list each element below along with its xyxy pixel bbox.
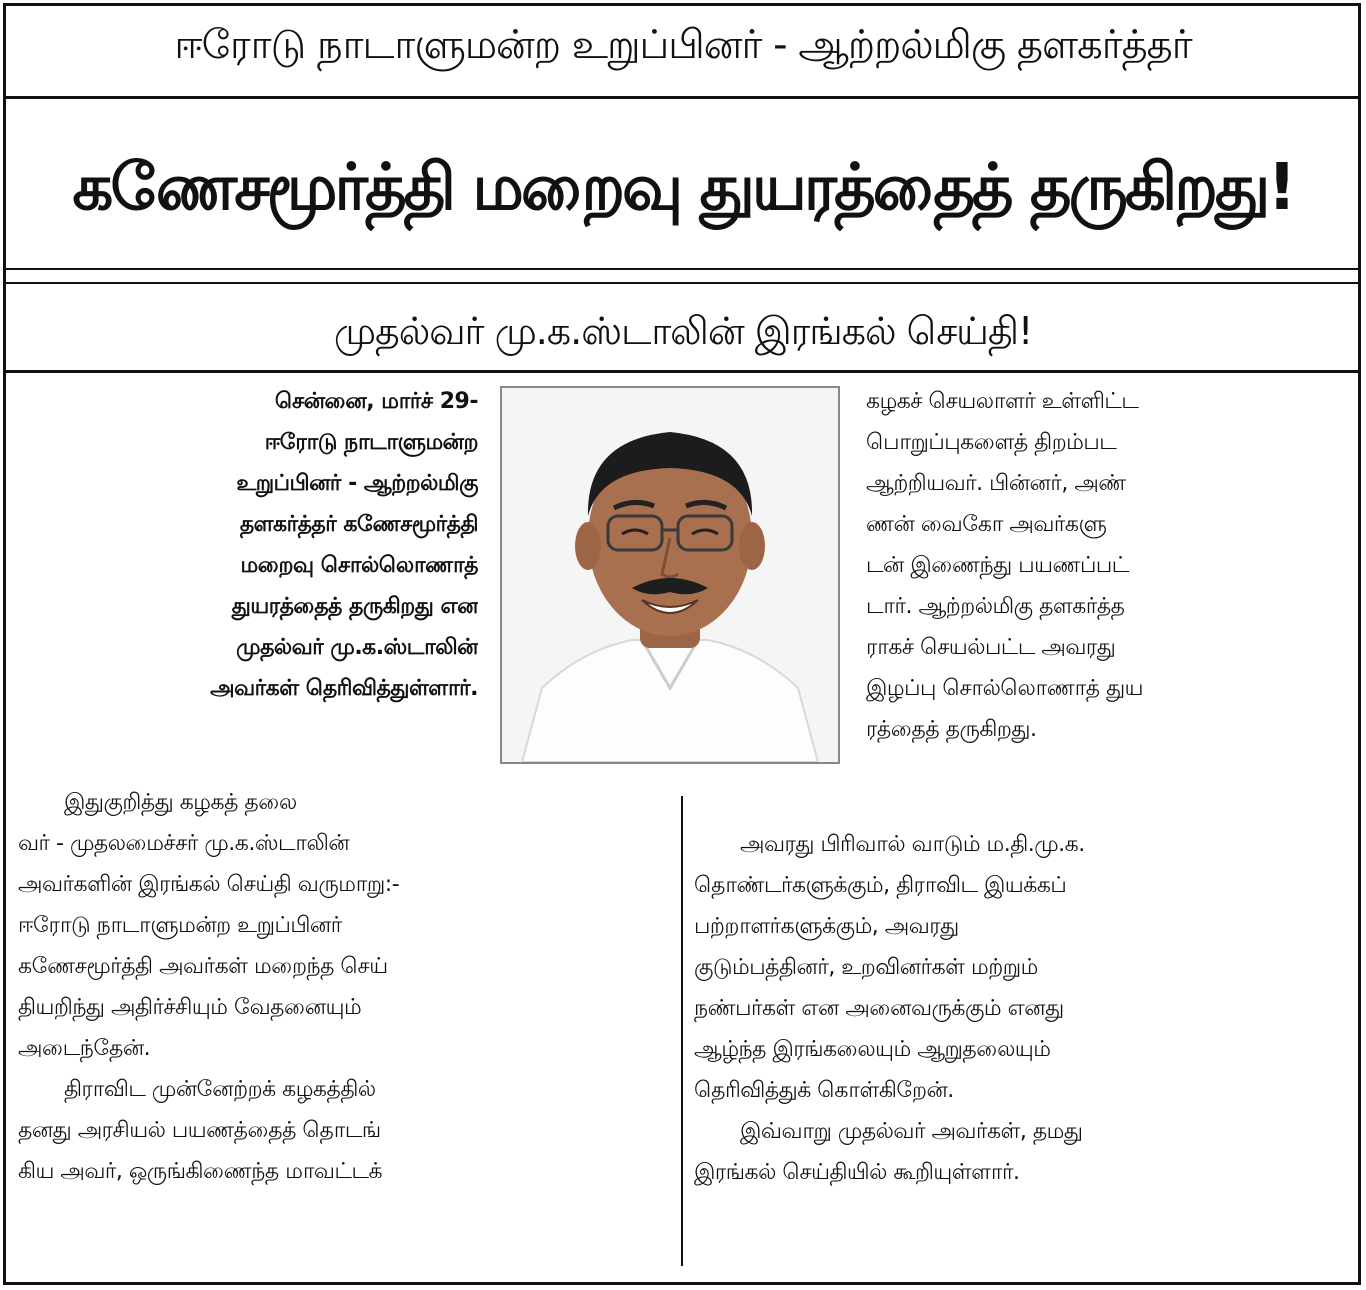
subheadline: முதல்வர் மு.க.ஸ்டாலின் இரங்கல் செய்தி! bbox=[333, 309, 1033, 353]
right-column-top bbox=[866, 381, 1346, 750]
body-line: இரங்கல் செய்தியில் கூறியுள்ளார். bbox=[694, 1160, 1020, 1185]
body-line: அவரது பிரிவால் வாடும் ம.தி.மு.க. bbox=[740, 832, 1085, 857]
body-line: அடைந்தேன். bbox=[18, 1036, 151, 1061]
body-line: இழப்பு சொல்லொணாத் துய bbox=[866, 676, 1144, 701]
body-line: நண்பர்கள் என அனைவருக்கும் எனது bbox=[694, 996, 1064, 1021]
body-line: டன் இணைந்து பயணப்பட் bbox=[866, 553, 1129, 578]
body-line: பற்றாளர்களுக்கும், அவரது bbox=[694, 914, 959, 939]
lead-line: முதல்வர் மு.க.ஸ்டாலின் bbox=[236, 635, 478, 660]
kicker-line: ஈரோடு நாடாளுமன்ற உறுப்பினர் - ஆற்றல்மிகு தளகர்த்தர் bbox=[174, 22, 1192, 68]
lead-line: உறுப்பினர் - ஆற்றல்மிகு bbox=[236, 471, 478, 496]
body-line: இவ்வாறு முதல்வர் அவர்கள், தமது bbox=[740, 1119, 1083, 1144]
body-line: டார். ஆற்றல்மிகு தளகர்த்த bbox=[866, 594, 1125, 619]
body-line: இதுகுறித்து கழகத் தலை bbox=[64, 790, 297, 815]
headline: கணேசமூர்த்தி மறைவு துயரத்தைத் தருகிறது! bbox=[72, 151, 1294, 225]
body-line: வர் - முதலமைச்சர் மு.க.ஸ்டாலின் bbox=[18, 831, 350, 856]
column-divider bbox=[681, 796, 683, 1266]
body-line: குடும்பத்தினர், உறவினர்கள் மற்றும் bbox=[694, 955, 1038, 980]
lead-line: அவர்கள் தெரிவித்துள்ளார். bbox=[210, 676, 478, 701]
body-line: திராவிட முன்னேற்றக் கழகத்தில் bbox=[64, 1077, 376, 1102]
body-line: பொறுப்புகளைத் திறம்பட bbox=[866, 430, 1117, 455]
divider-rule bbox=[6, 268, 1360, 270]
divider-rule bbox=[6, 96, 1360, 99]
lead-line: மறைவு சொல்லொணாத் bbox=[240, 553, 478, 578]
lead-line: தளகர்த்தர் கணேசமூர்த்தி bbox=[239, 512, 478, 537]
left-column-body bbox=[18, 782, 668, 1192]
body-line: ஆற்றியவர். பின்னர், அண் bbox=[866, 471, 1126, 496]
body-line: தொண்டர்களுக்கும், திராவிட இயக்கப் bbox=[694, 873, 1067, 898]
divider-rule bbox=[6, 282, 1360, 284]
body-line: கணேசமூர்த்தி அவர்கள் மறைந்த செய் bbox=[18, 954, 388, 979]
body-line: தியறிந்து அதிர்ச்சியும் வேதனையும் bbox=[18, 995, 362, 1020]
body-line: ராகச் செயல்பட்ட அவரது bbox=[866, 635, 1116, 660]
lead-paragraph bbox=[18, 381, 478, 709]
portrait-photo bbox=[500, 386, 840, 764]
lead-line: துயரத்தைத் தருகிறது என bbox=[231, 594, 478, 619]
right-column-body bbox=[694, 824, 1346, 1193]
body-line: தனது அரசியல் பயணத்தைத் தொடங் bbox=[18, 1118, 381, 1143]
body-line: ரத்தைத் தருகிறது. bbox=[866, 717, 1037, 742]
divider-rule bbox=[6, 370, 1360, 373]
body-line: ஈரோடு நாடாளுமன்ற உறுப்பினர் bbox=[18, 913, 342, 938]
body-line: அவர்களின் இரங்கல் செய்தி வருமாறு:- bbox=[18, 872, 400, 897]
body-line: ஆழ்ந்த இரங்கலையும் ஆறுதலையும் bbox=[694, 1037, 1051, 1062]
lead-line: ஈரோடு நாடாளுமன்ற bbox=[264, 430, 478, 455]
body-line: கழகச் செயலாளர் உள்ளிட்ட bbox=[866, 389, 1139, 414]
body-line: ணன் வைகோ அவர்களு bbox=[866, 512, 1107, 537]
body-line: தெரிவித்துக் கொள்கிறேன். bbox=[694, 1078, 954, 1103]
portrait-illustration bbox=[502, 388, 838, 762]
body-line: கிய அவர், ஒருங்கிணைந்த மாவட்டக் bbox=[18, 1159, 383, 1184]
lead-line: சென்னை, மார்ச் 29- bbox=[274, 389, 478, 414]
